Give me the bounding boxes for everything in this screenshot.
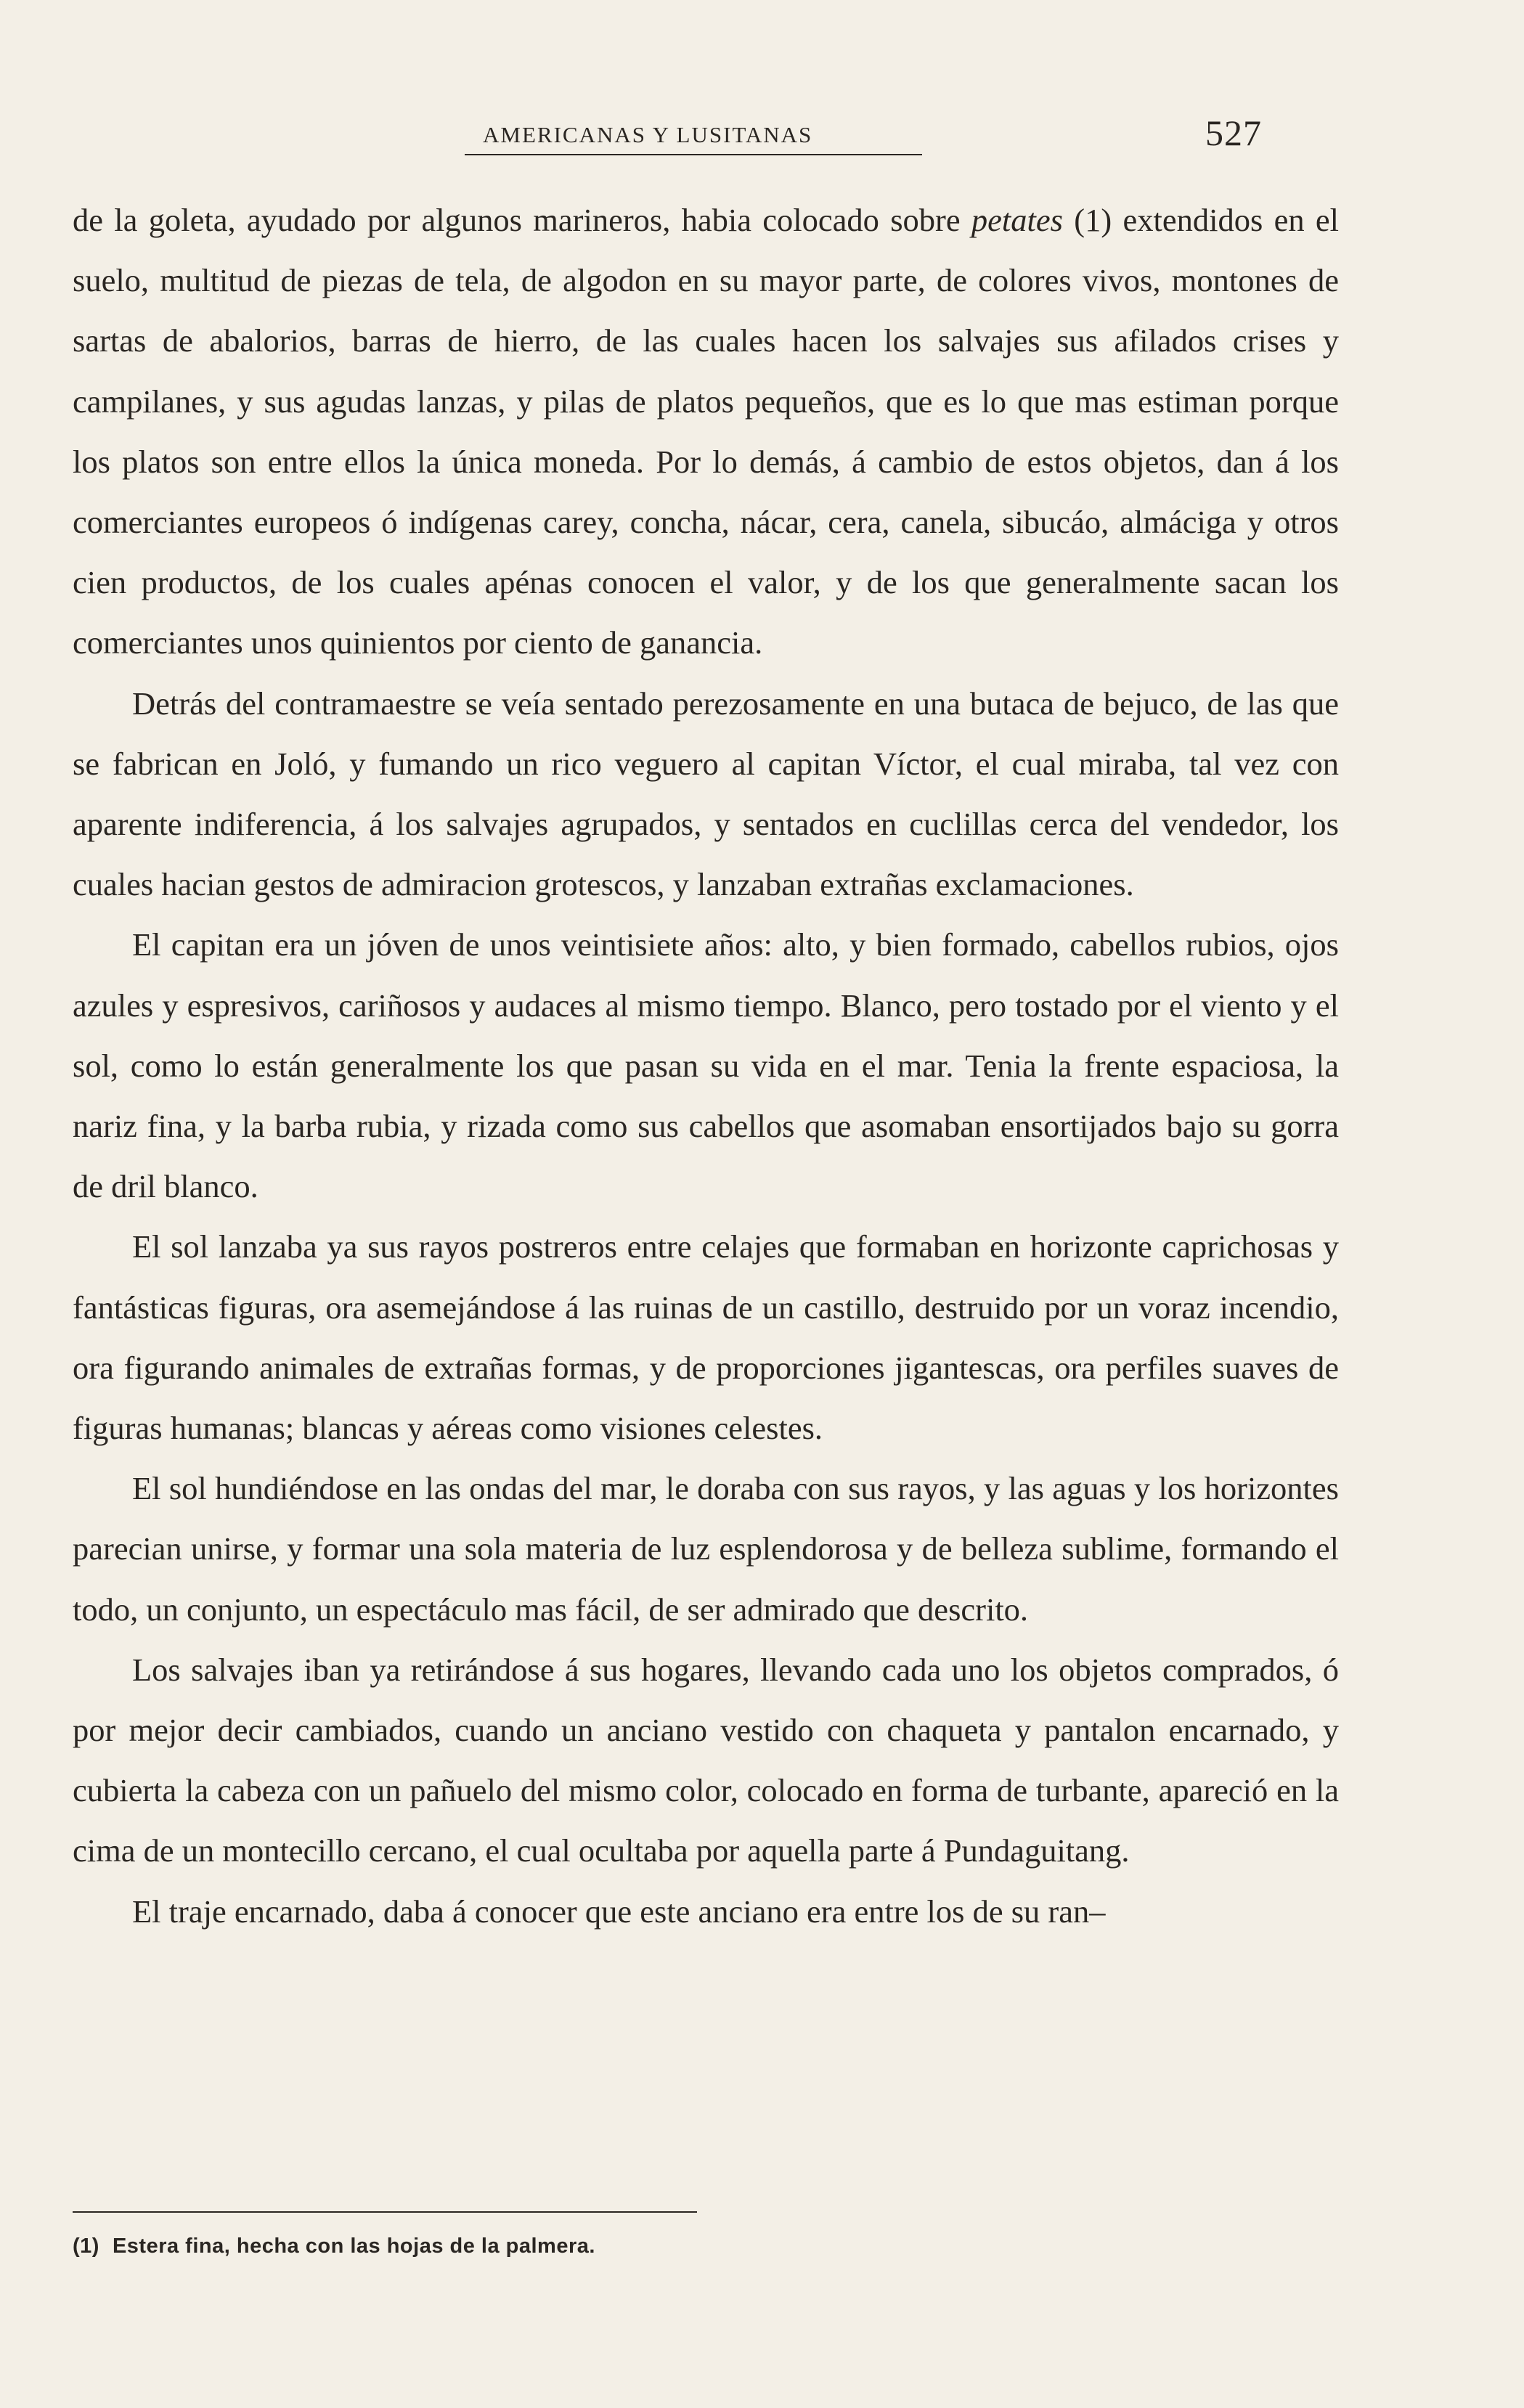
- page-number: 527: [1205, 113, 1262, 153]
- body-text: [73, 190, 1339, 1942]
- running-title: AMERICANAS Y LUSITANAS: [483, 122, 813, 147]
- paragraph-5: El sol hundiéndose en las ondas del mar, le doraba con sus rayos, y las aguas y los horizontes parecian unirse, y formar una sola materia de luz esplendorosa y de belleza sublime, formando el todo, un conjunto, un espectáculo mas fácil, de ser admirado que descrito.: [73, 1470, 1339, 1628]
- paragraph-3: El capitan era un jóven de unos veintisiete años: alto, y bien formado, cabellos rubios, ojos azules y espresivos, cariñosos y audaces al mismo tiempo. Blanco, pero tostado por el viento y el sol, como lo están generalmente los que pasan su vida en el mar. Tenia la frente espaciosa, la nariz fina, y la barba rubia, y rizada como sus cabellos que asomaban ensortijados bajo su gorra de dril blanco.: [73, 926, 1339, 1205]
- paragraph-1-start: de la goleta, ayudado por algunos marineros, habia colocado sobre: [73, 202, 971, 238]
- paragraph-7: El traje encarnado, daba á conocer que este anciano era entre los de su ran–: [132, 1893, 1106, 1930]
- header-rule: [465, 154, 922, 155]
- footnote-text: Estera fina, hecha con las hojas de la palmera.: [112, 2234, 595, 2258]
- paragraph-2: Detrás del contramaestre se veía sentado perezosamente en una butaca de bejuco, de las que se fabrican en Joló, y fumando un rico veguero al capitan Víctor, el cual miraba, tal vez con aparente indiferencia, á los salvajes agrupados, y sentados en cuclillas cerca del vendedor, los cuales hacian gestos de admiracion grotescos, y lanzaban extrañas exclamaciones.: [73, 685, 1339, 903]
- running-head: [0, 109, 1524, 160]
- italic-term-petates: petates: [971, 202, 1063, 238]
- footnote: [73, 2234, 595, 2258]
- paragraph-1: [73, 190, 1339, 674]
- footnote-rule: [73, 2211, 697, 2213]
- paragraph-4: El sol lanzaba ya sus rayos postreros entre celajes que formaban en horizonte caprichosas y fantásticas figuras, ora asemejándose á las ruinas de un castillo, destruido por un voraz incendio, ora figurando animales de extrañas formas, y de proporciones jigantescas, ora perfiles suaves de figuras humanas; blancas y aéreas como visiones celestes.: [73, 1228, 1339, 1447]
- footnote-marker: (1): [73, 2234, 99, 2258]
- paragraph-6: Los salvajes iban ya retirándose á sus hogares, llevando cada uno los objetos comprados, ó por mejor decir cambiados, cuando un anciano vestido con chaqueta y pantalon encarnado, y cubierta la cabeza con un pañuelo del mismo color, colocado en forma de turbante, apareció en la cima de un montecillo cercano, el cual ocultaba por aquella parte á Pundaguitang.: [73, 1651, 1339, 1869]
- paragraph-1-rest: (1) extendidos en el suelo, multitud de piezas de tela, de algodon en su mayor parte, de colores vivos, montones de sartas de abalorios, barras de hierro, de las cuales hacen los salvajes sus afilados crises y campilanes, y sus agudas lanzas, y pilas de platos pequeños, que es lo que mas estiman porque los platos son entre ellos la única moneda. Por lo demás, á cambio de estos objetos, dan á los comerciantes europeos ó indígenas carey, concha, nácar, cera, canela, sibucáo, almáciga y otros cien productos, de los cuales apénas conocen el valor, y de los que generalmente sacan los comerciantes unos quinientos por ciento de ganancia.: [73, 202, 1339, 661]
